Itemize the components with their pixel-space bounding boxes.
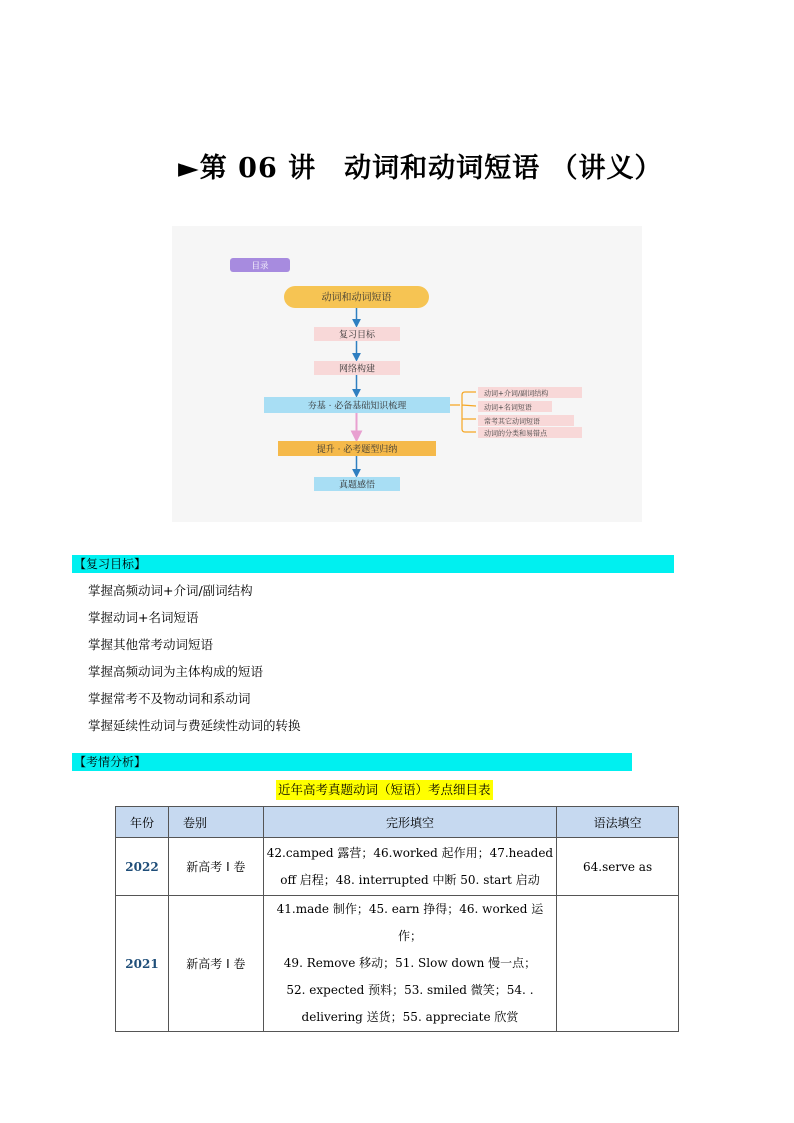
table-header-row — [116, 807, 679, 838]
goal-item: 掌握其他常考动词短语 — [88, 637, 214, 652]
header-paper: 卷别 — [168, 807, 263, 838]
toc-root: 动词和动词短语 — [321, 292, 392, 304]
table-caption: 近年高考真题动词（短语）考点细目表 — [276, 780, 493, 800]
table-row — [116, 896, 679, 1032]
cell-grammar: 64.serve as — [557, 838, 679, 896]
section-exam-analysis: 【考情分析】 — [72, 753, 632, 771]
table-row — [116, 838, 679, 896]
page-title — [178, 146, 698, 186]
cell-paper: 新高考 I 卷 — [168, 896, 263, 1032]
goal-item: 掌握延续性动词与费延续性动词的转换 — [88, 718, 301, 733]
cloze-line: 52. expected 预料；53. smiled 微笑；54. . — [286, 983, 534, 997]
cell-cloze — [263, 896, 556, 1032]
header-year: 年份 — [116, 807, 169, 838]
toc-step-5: 真题感悟 — [338, 480, 376, 491]
cell-paper: 新高考 I 卷 — [168, 838, 263, 896]
toc-step-2: 网络构建 — [338, 364, 376, 375]
title-topic: 动词和动词短语 （讲义） — [344, 153, 663, 184]
exam-table — [115, 806, 679, 1032]
cell-grammar — [557, 896, 679, 1032]
goal-item: 掌握常考不及物动词和系动词 — [88, 691, 251, 706]
toc-tag: 目录 — [251, 261, 269, 272]
toc-branch-3: 常考其它动词短语 — [484, 417, 540, 426]
cell-year: 2021 — [116, 896, 169, 1032]
branch-connector — [450, 392, 476, 432]
toc-step-4: 提升 · 必考题型归纳 — [316, 445, 398, 455]
toc-branch-4: 动词的分类和易错点 — [484, 429, 547, 438]
goals-list — [88, 580, 301, 742]
goal-item: 掌握高频动词+介词/副词结构 — [88, 583, 253, 598]
header-cloze: 完形填空 — [263, 807, 556, 838]
header-grammar: 语法填空 — [557, 807, 679, 838]
toc-flowchart — [172, 226, 642, 522]
toc-branch-2: 动词+名词短语 — [484, 403, 532, 412]
title-lecture: ►第 06 讲 — [178, 153, 317, 184]
cloze-line: delivering 送货；55. appreciate 欣赏 — [301, 1010, 519, 1024]
toc-step-1: 复习目标 — [338, 330, 376, 341]
cloze-line: off 启程；48. interrupted 中断 50. start 启动 — [280, 872, 540, 887]
goal-item: 掌握动词+名词短语 — [88, 610, 199, 625]
cloze-line: 49. Remove 移动；51. Slow down 慢一点； — [283, 956, 537, 970]
cell-cloze — [263, 838, 556, 896]
section-review-goals: 【复习目标】 — [72, 555, 674, 573]
cloze-line: 42.camped 露营；46.worked 起作用；47.headed — [266, 845, 554, 860]
goal-item: 掌握高频动词为主体构成的短语 — [88, 664, 264, 679]
cloze-line: 41.made 制作；45. earn 挣得；46. worked 运作； — [276, 902, 544, 943]
toc-diagram — [172, 226, 642, 522]
toc-branch-1: 动词+介词/副词结构 — [484, 389, 549, 398]
cell-year: 2022 — [116, 838, 169, 896]
toc-step-3: 夯基 · 必备基础知识梳理 — [307, 401, 407, 412]
